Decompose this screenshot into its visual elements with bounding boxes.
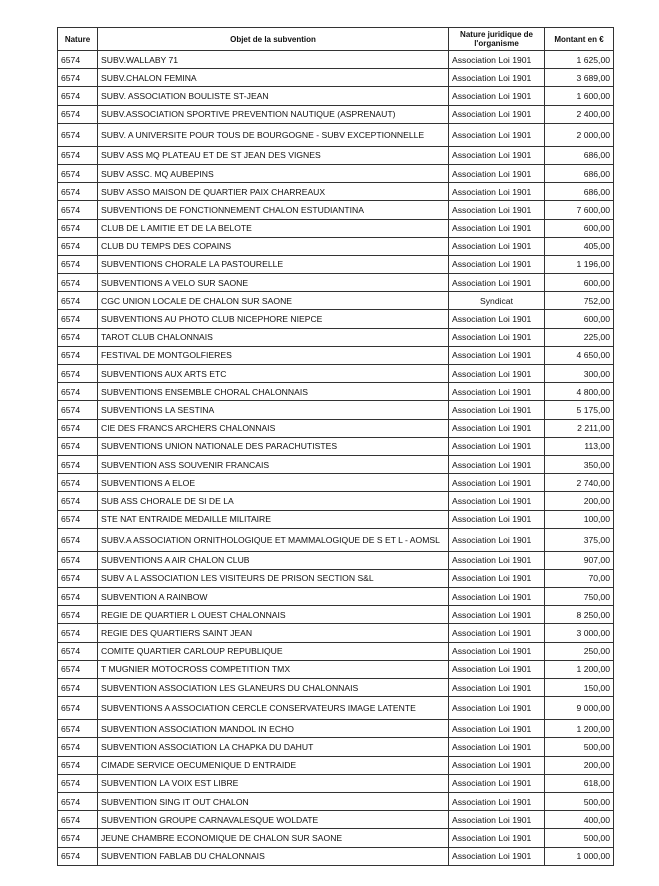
cell-montant: 400,00 xyxy=(545,811,614,829)
cell-montant: 500,00 xyxy=(545,738,614,756)
cell-objet: JEUNE CHAMBRE ECONOMIQUE DE CHALON SUR SAONE xyxy=(98,829,449,847)
cell-nature: 6574 xyxy=(58,365,98,383)
cell-montant: 500,00 xyxy=(545,829,614,847)
cell-objet: SUBV A L ASSOCIATION LES VISITEURS DE PRISON SECTION S&L xyxy=(98,569,449,587)
cell-juridique: Association Loi 1901 xyxy=(449,551,545,569)
cell-juridique: Association Loi 1901 xyxy=(449,123,545,146)
table-row xyxy=(58,455,614,473)
table-row xyxy=(58,383,614,401)
cell-nature: 6574 xyxy=(58,642,98,660)
cell-juridique: Association Loi 1901 xyxy=(449,588,545,606)
cell-objet: SUBV.A ASSOCIATION ORNITHOLOGIQUE ET MAMMALOGIQUE DE S ET L - AOMSL xyxy=(98,528,449,551)
cell-objet: SUBV. ASSOCIATION BOULISTE ST-JEAN xyxy=(98,87,449,105)
cell-nature: 6574 xyxy=(58,310,98,328)
cell-juridique: Association Loi 1901 xyxy=(449,738,545,756)
cell-nature: 6574 xyxy=(58,328,98,346)
cell-objet: SUBV ASSC. MQ AUBEPINS xyxy=(98,164,449,182)
header-juridique: Nature juridique de l'organisme xyxy=(449,28,545,51)
cell-montant: 500,00 xyxy=(545,792,614,810)
table-row xyxy=(58,510,614,528)
cell-nature: 6574 xyxy=(58,419,98,437)
cell-objet: SUBVENTION ASS SOUVENIR FRANCAIS xyxy=(98,455,449,473)
cell-nature: 6574 xyxy=(58,588,98,606)
cell-nature: 6574 xyxy=(58,738,98,756)
table-row xyxy=(58,492,614,510)
cell-nature: 6574 xyxy=(58,474,98,492)
cell-juridique: Association Loi 1901 xyxy=(449,51,545,69)
cell-objet: SUBVENTION GROUPE CARNAVALESQUE WOLDATE xyxy=(98,811,449,829)
cell-objet: SUBVENTIONS AU PHOTO CLUB NICEPHORE NIEPCE xyxy=(98,310,449,328)
table-row xyxy=(58,811,614,829)
table-row xyxy=(58,642,614,660)
table-row xyxy=(58,274,614,292)
cell-objet: SUBV ASS MQ PLATEAU ET DE ST JEAN DES VIGNES xyxy=(98,146,449,164)
cell-montant: 752,00 xyxy=(545,292,614,310)
cell-juridique: Association Loi 1901 xyxy=(449,346,545,364)
table-row xyxy=(58,569,614,587)
cell-nature: 6574 xyxy=(58,346,98,364)
cell-nature: 6574 xyxy=(58,679,98,697)
cell-montant: 750,00 xyxy=(545,588,614,606)
cell-nature: 6574 xyxy=(58,274,98,292)
cell-montant: 2 211,00 xyxy=(545,419,614,437)
cell-juridique: Association Loi 1901 xyxy=(449,401,545,419)
cell-juridique: Association Loi 1901 xyxy=(449,87,545,105)
cell-nature: 6574 xyxy=(58,829,98,847)
table-row xyxy=(58,720,614,738)
cell-montant: 150,00 xyxy=(545,679,614,697)
table-row xyxy=(58,255,614,273)
table-row xyxy=(58,419,614,437)
cell-juridique: Association Loi 1901 xyxy=(449,437,545,455)
cell-objet: CIMADE SERVICE OECUMENIQUE D ENTRAIDE xyxy=(98,756,449,774)
cell-juridique: Association Loi 1901 xyxy=(449,255,545,273)
cell-montant: 1 196,00 xyxy=(545,255,614,273)
cell-objet: SUBV ASSO MAISON DE QUARTIER PAIX CHARREAUX xyxy=(98,183,449,201)
table-row xyxy=(58,474,614,492)
table-row xyxy=(58,183,614,201)
cell-montant: 225,00 xyxy=(545,328,614,346)
cell-nature: 6574 xyxy=(58,69,98,87)
cell-objet: SUBVENTION SING IT OUT CHALON xyxy=(98,792,449,810)
cell-montant: 9 000,00 xyxy=(545,697,614,720)
cell-juridique: Association Loi 1901 xyxy=(449,829,545,847)
table-row xyxy=(58,328,614,346)
cell-montant: 686,00 xyxy=(545,164,614,182)
cell-objet: SUBV.ASSOCIATION SPORTIVE PREVENTION NAUTIQUE (ASPRENAUT) xyxy=(98,105,449,123)
cell-nature: 6574 xyxy=(58,51,98,69)
cell-objet: SUBVENTIONS A ELOE xyxy=(98,474,449,492)
cell-objet: SUBVENTION LA VOIX EST LIBRE xyxy=(98,774,449,792)
table-row xyxy=(58,437,614,455)
table-row xyxy=(58,164,614,182)
cell-objet: CGC UNION LOCALE DE CHALON SUR SAONE xyxy=(98,292,449,310)
cell-objet: SUBVENTION FABLAB DU CHALONNAIS xyxy=(98,847,449,865)
cell-nature: 6574 xyxy=(58,123,98,146)
cell-objet: SUBVENTIONS A AIR CHALON CLUB xyxy=(98,551,449,569)
cell-juridique: Association Loi 1901 xyxy=(449,774,545,792)
cell-montant: 3 000,00 xyxy=(545,624,614,642)
cell-nature: 6574 xyxy=(58,219,98,237)
cell-objet: SUBV. A UNIVERSITE POUR TOUS DE BOURGOGNE - SUBV EXCEPTIONNELLE xyxy=(98,123,449,146)
cell-montant: 5 175,00 xyxy=(545,401,614,419)
header-montant: Montant en € xyxy=(545,28,614,51)
table-row xyxy=(58,401,614,419)
cell-montant: 2 740,00 xyxy=(545,474,614,492)
cell-montant: 600,00 xyxy=(545,274,614,292)
cell-nature: 6574 xyxy=(58,774,98,792)
table-row xyxy=(58,847,614,865)
cell-juridique: Association Loi 1901 xyxy=(449,528,545,551)
cell-nature: 6574 xyxy=(58,164,98,182)
cell-nature: 6574 xyxy=(58,492,98,510)
cell-objet: SUBV.WALLABY 71 xyxy=(98,51,449,69)
cell-montant: 3 689,00 xyxy=(545,69,614,87)
cell-montant: 70,00 xyxy=(545,569,614,587)
cell-juridique: Association Loi 1901 xyxy=(449,792,545,810)
cell-montant: 7 600,00 xyxy=(545,201,614,219)
cell-nature: 6574 xyxy=(58,237,98,255)
cell-objet: COMITE QUARTIER CARLOUP REPUBLIQUE xyxy=(98,642,449,660)
table-row xyxy=(58,51,614,69)
cell-montant: 2 400,00 xyxy=(545,105,614,123)
cell-nature: 6574 xyxy=(58,401,98,419)
cell-juridique: Association Loi 1901 xyxy=(449,474,545,492)
cell-juridique: Association Loi 1901 xyxy=(449,365,545,383)
cell-juridique: Association Loi 1901 xyxy=(449,720,545,738)
table-row xyxy=(58,774,614,792)
header-nature: Nature xyxy=(58,28,98,51)
cell-nature: 6574 xyxy=(58,660,98,678)
cell-juridique: Association Loi 1901 xyxy=(449,697,545,720)
cell-objet: SUBVENTIONS UNION NATIONALE DES PARACHUTISTES xyxy=(98,437,449,455)
cell-juridique: Association Loi 1901 xyxy=(449,679,545,697)
cell-montant: 2 000,00 xyxy=(545,123,614,146)
cell-nature: 6574 xyxy=(58,756,98,774)
cell-nature: 6574 xyxy=(58,569,98,587)
cell-nature: 6574 xyxy=(58,847,98,865)
table-row xyxy=(58,346,614,364)
cell-montant: 600,00 xyxy=(545,310,614,328)
table-row xyxy=(58,123,614,146)
cell-juridique: Association Loi 1901 xyxy=(449,146,545,164)
cell-objet: STE NAT ENTRAIDE MEDAILLE MILITAIRE xyxy=(98,510,449,528)
cell-juridique: Association Loi 1901 xyxy=(449,847,545,865)
cell-objet: SUBVENTIONS ENSEMBLE CHORAL CHALONNAIS xyxy=(98,383,449,401)
table-row xyxy=(58,756,614,774)
cell-montant: 200,00 xyxy=(545,756,614,774)
table-row xyxy=(58,679,614,697)
table-row xyxy=(58,606,614,624)
cell-montant: 600,00 xyxy=(545,219,614,237)
table-row xyxy=(58,660,614,678)
table-row xyxy=(58,738,614,756)
table-row xyxy=(58,292,614,310)
cell-montant: 375,00 xyxy=(545,528,614,551)
cell-nature: 6574 xyxy=(58,792,98,810)
cell-juridique: Association Loi 1901 xyxy=(449,642,545,660)
cell-nature: 6574 xyxy=(58,255,98,273)
cell-juridique: Association Loi 1901 xyxy=(449,756,545,774)
cell-montant: 113,00 xyxy=(545,437,614,455)
cell-juridique: Association Loi 1901 xyxy=(449,201,545,219)
cell-juridique: Association Loi 1901 xyxy=(449,419,545,437)
header-objet: Objet de la subvention xyxy=(98,28,449,51)
cell-nature: 6574 xyxy=(58,528,98,551)
cell-nature: 6574 xyxy=(58,811,98,829)
cell-montant: 1 625,00 xyxy=(545,51,614,69)
cell-montant: 618,00 xyxy=(545,774,614,792)
cell-juridique: Association Loi 1901 xyxy=(449,105,545,123)
cell-juridique: Association Loi 1901 xyxy=(449,624,545,642)
subsidies-table xyxy=(57,27,614,866)
cell-objet: SUBVENTION ASSOCIATION MANDOL IN ECHO xyxy=(98,720,449,738)
cell-nature: 6574 xyxy=(58,87,98,105)
cell-juridique: Association Loi 1901 xyxy=(449,219,545,237)
table-row xyxy=(58,624,614,642)
cell-objet: CIE DES FRANCS ARCHERS CHALONNAIS xyxy=(98,419,449,437)
cell-nature: 6574 xyxy=(58,383,98,401)
cell-montant: 1 600,00 xyxy=(545,87,614,105)
cell-montant: 300,00 xyxy=(545,365,614,383)
table-row xyxy=(58,146,614,164)
cell-objet: CLUB DU TEMPS DES COPAINS xyxy=(98,237,449,255)
cell-montant: 4 650,00 xyxy=(545,346,614,364)
table-body xyxy=(58,51,614,866)
cell-nature: 6574 xyxy=(58,510,98,528)
cell-nature: 6574 xyxy=(58,697,98,720)
cell-juridique: Association Loi 1901 xyxy=(449,310,545,328)
cell-objet: SUBVENTION A RAINBOW xyxy=(98,588,449,606)
table-row xyxy=(58,87,614,105)
cell-objet: SUBVENTIONS A ASSOCIATION CERCLE CONSERVATEURS IMAGE LATENTE xyxy=(98,697,449,720)
cell-juridique: Association Loi 1901 xyxy=(449,328,545,346)
cell-juridique: Association Loi 1901 xyxy=(449,660,545,678)
cell-juridique: Association Loi 1901 xyxy=(449,606,545,624)
cell-montant: 8 250,00 xyxy=(545,606,614,624)
cell-objet: SUBVENTION ASSOCIATION LA CHAPKA DU DAHUT xyxy=(98,738,449,756)
cell-objet: SUBVENTIONS A VELO SUR SAONE xyxy=(98,274,449,292)
cell-juridique: Association Loi 1901 xyxy=(449,455,545,473)
cell-juridique: Association Loi 1901 xyxy=(449,492,545,510)
cell-nature: 6574 xyxy=(58,292,98,310)
table-row xyxy=(58,365,614,383)
cell-objet: SUBVENTIONS DE FONCTIONNEMENT CHALON ESTUDIANTINA xyxy=(98,201,449,219)
cell-montant: 4 800,00 xyxy=(545,383,614,401)
cell-objet: SUBVENTION ASSOCIATION LES GLANEURS DU CHALONNAIS xyxy=(98,679,449,697)
cell-nature: 6574 xyxy=(58,624,98,642)
cell-objet: T MUGNIER MOTOCROSS COMPETITION TMX xyxy=(98,660,449,678)
cell-montant: 686,00 xyxy=(545,146,614,164)
cell-nature: 6574 xyxy=(58,606,98,624)
header-row xyxy=(58,28,614,51)
table-row xyxy=(58,697,614,720)
cell-montant: 200,00 xyxy=(545,492,614,510)
table-row xyxy=(58,201,614,219)
cell-montant: 907,00 xyxy=(545,551,614,569)
cell-nature: 6574 xyxy=(58,455,98,473)
cell-nature: 6574 xyxy=(58,105,98,123)
cell-nature: 6574 xyxy=(58,201,98,219)
table-row xyxy=(58,551,614,569)
cell-montant: 250,00 xyxy=(545,642,614,660)
cell-juridique: Association Loi 1901 xyxy=(449,164,545,182)
cell-objet: SUBV.CHALON FEMINA xyxy=(98,69,449,87)
cell-nature: 6574 xyxy=(58,183,98,201)
cell-objet: SUBVENTIONS AUX ARTS ETC xyxy=(98,365,449,383)
table-row xyxy=(58,829,614,847)
cell-nature: 6574 xyxy=(58,146,98,164)
cell-nature: 6574 xyxy=(58,437,98,455)
cell-juridique: Association Loi 1901 xyxy=(449,510,545,528)
cell-montant: 100,00 xyxy=(545,510,614,528)
cell-juridique: Association Loi 1901 xyxy=(449,237,545,255)
cell-juridique: Association Loi 1901 xyxy=(449,274,545,292)
cell-objet: FESTIVAL DE MONTGOLFIERES xyxy=(98,346,449,364)
cell-montant: 1 200,00 xyxy=(545,660,614,678)
table-row xyxy=(58,69,614,87)
cell-objet: SUBVENTIONS CHORALE LA PASTOURELLE xyxy=(98,255,449,273)
cell-objet: SUB ASS CHORALE DE SI DE LA xyxy=(98,492,449,510)
cell-objet: REGIE DES QUARTIERS SAINT JEAN xyxy=(98,624,449,642)
cell-montant: 686,00 xyxy=(545,183,614,201)
cell-juridique: Syndicat xyxy=(449,292,545,310)
table-row xyxy=(58,528,614,551)
table-row xyxy=(58,792,614,810)
table-row xyxy=(58,237,614,255)
table-row xyxy=(58,105,614,123)
cell-nature: 6574 xyxy=(58,551,98,569)
cell-objet: SUBVENTIONS LA SESTINA xyxy=(98,401,449,419)
cell-montant: 1 000,00 xyxy=(545,847,614,865)
cell-montant: 350,00 xyxy=(545,455,614,473)
table-row xyxy=(58,588,614,606)
cell-objet: CLUB DE L AMITIE ET DE LA BELOTE xyxy=(98,219,449,237)
cell-montant: 405,00 xyxy=(545,237,614,255)
cell-montant: 1 200,00 xyxy=(545,720,614,738)
cell-juridique: Association Loi 1901 xyxy=(449,811,545,829)
cell-juridique: Association Loi 1901 xyxy=(449,183,545,201)
cell-objet: TAROT CLUB CHALONNAIS xyxy=(98,328,449,346)
cell-juridique: Association Loi 1901 xyxy=(449,69,545,87)
cell-objet: REGIE DE QUARTIER L OUEST CHALONNAIS xyxy=(98,606,449,624)
table-row xyxy=(58,219,614,237)
cell-juridique: Association Loi 1901 xyxy=(449,383,545,401)
cell-nature: 6574 xyxy=(58,720,98,738)
table-row xyxy=(58,310,614,328)
cell-juridique: Association Loi 1901 xyxy=(449,569,545,587)
